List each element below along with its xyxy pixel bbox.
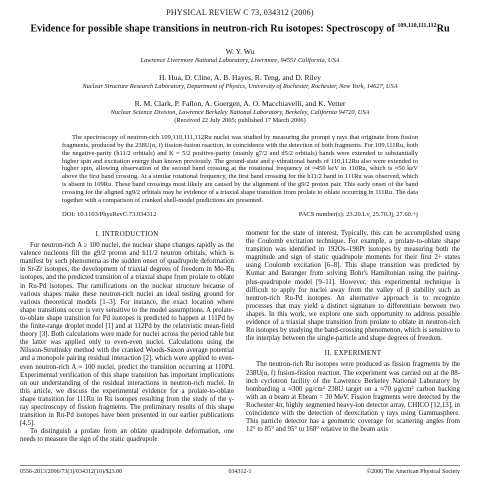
authors-group-1: W. Y. Wu	[225, 47, 255, 56]
abstract: The spectroscopy of neutron-rich 109,110,111,112Ru nuclei was studied by measuring the prompt γ rays that originate from fission fragments, produced by the 238U(α, f) fission-fusion reaction, in coincidence with the detection of both fragments. For 109,111Ru, both the negative-parity (h11/2 orbitals) and K = 5/2 positive-parity (mainly g7/2 and d5/2 orbitals) bands were extended to substantially higher spin and excitation energy than known previously. The ground-state and γ-vibrational bands of 110,112Ru also were extended to higher spin, allowing observation of the second band crossing at the rotational frequency of ≈450 keV in 110Ru, which is ≈50 keV above the first band crossing. At a similar rotational frequency, the first band crossing for the h11/2 band in 111Ru was observed, which is absent in 109Ru. These band crossings most likely are caused by the alignment of the g9/2 proton pair. This early onset of the band crossing for the aligned πg9/2 orbitals may be evidence of a triaxial shape transition from prolate to oblate occurring in 111Ru. The data together with a comparison of cranked shell-model predictions are presented.	[62, 134, 418, 204]
title-text: Evidence for possible shape transitions in neutron-rich Ru isotopes: Spectroscopy of	[30, 23, 398, 35]
doi-link[interactable]: DOI: 10.1103/PhysRevC.73.034312	[62, 211, 157, 218]
intro-paragraph-continued: moment for the state of interest. Typically, this can be accomplished using the Coulomb excitation technique. For example, a prolate-to-oblate shape transition was identified in 192Os–198Pt isotopes by measuring both the magnitude and sign of static quadrupole moments for their first 2+ states using Coulomb excitation [6–8]. This shape transition was predicted by Kumar and Baranger from solving Bohr's Hamiltonian using the pairing-plus-quadrupole model [9–11]. However, this experimental technique is difficult to apply for nuclei away from the valley of β stability such as neutron-rich Ru-Pd isotopes. An alternative approach is to recognize processes that may yield a distinct signature to differentiate between two shapes. In this work, we explore one such opportunity to address possible evidence of a triaxial shape transition from prolate to oblate in neutron-rich Ru isotopes by studying the band-crossing phenomenon, which is sensitive to the interplay between the single-particle and shape degrees of freedom.	[246, 230, 460, 343]
affiliation-2: Nuclear Structure Research Laboratory, Department of Physics, University of Rochester, Rochester, New York, 14627, USA	[82, 83, 398, 90]
right-column	[246, 230, 460, 434]
title-end: Ru	[436, 23, 450, 35]
authors-group-2: H. Hua, D. Cline, A. B. Hayes, R. Teng, and D. Riley	[159, 73, 321, 82]
footer-divider	[20, 465, 460, 466]
affiliation-1: Lawrence Livermore National Laboratory, Livermore, 94551 California, USA	[140, 57, 340, 64]
pacs-numbers: PACS number(s): 23.20.Lv, 25.70.Jj, 27.60.+j	[298, 211, 418, 218]
affiliation-3: Nuclear Science Division, Lawrence Berkeley National Laboratory, Berkeley, California 94720, USA	[110, 109, 370, 116]
intro-paragraph-2: To distinguish a prolate from an oblate quadrupole deformation, one needs to measure the sign of the static quadrupole	[20, 428, 234, 444]
authors-group-3: R. M. Clark, P. Fallon, A. Goergen, A. O. Macchiavelli, and K. Vetter	[134, 99, 346, 108]
section-heading-experiment: II. EXPERIMENT	[324, 349, 382, 358]
intro-paragraph-1: For neutron-rich A ≥ 100 nuclei, the nuclear shape changes rapidly as the valence nucleons fill the g9/2 proton and h11/2 neutron orbitals, which is manifest by such phenomena as the sudden onset of quadrupole deformation in Sr-Zr isotopes, the development of triaxial degrees of freedom in Mo-Ru isotopes, and the predicted transition of a triaxial shape from prolate to oblate in Ru-Pd isotopes. The ramifications on the nuclear structure because of various shapes make these neutron-rich nuclei an ideal testing ground for various theoretical models [1–3]. For instance, the exact location where shape transitions occur is very sensitive to the model assumptions. A prolate-to-oblate shape transition for Pd isotopes is predicted to happen at 111Pd by the finite-range droplet model [1] and at 112Pd by the relativistic mean-field theory [3]. Both calculations were made for nuclei across the period table but the latter was applied only to even-even nuclei. Calculations using the Nilsson-Strutinsky method with the cranked Woods-Saxon average potential and a monopole pairing residual interaction [2], which were applied to even-even neutron-rich A ≈ 100 nuclei, predict the transition occurring at 110Pd. Experimental verification of this shape transition has important implications on our understanding of the residual interactions in neutron-rich nuclei. In this article, we discuss the experimental evidence for a prolate-to-oblate shape transition for 111Ru in Ru isotopes resulting from the study of the γ-ray spectroscopy of fission fragments. The preliminary results of this shape transition in Ru-Pd isotopes have been presented in our earlier publications [4,5].	[20, 242, 234, 428]
footer-page-number: 034312-1	[228, 469, 252, 475]
experiment-paragraph-1: The neutron-rich Ru isotopes were produced as fission fragments by the 238U(α, f) fusion-fission reaction. The experiment was carried out at the 88-inch cyclotron facility of the Lawrence Berkeley National Laboratory by bombarding a ≈300 μg/cm² 238U target on a ≈70 μg/cm² carbon backing with an α beam at Ebeam = 30 MeV. Fission fragments were detected by the Rochester 4π, highly segmented heavy-ion detector array, CHICO [12,13], in coincidence with the detection of deexcitation γ rays using Gammasphere. This particle detector has a geometric coverage for scattering angles from 12° to 85° and 95° to 168° relative to the beam axis	[246, 361, 460, 434]
footer-copyright: ©2006 The American Physical Society	[366, 469, 460, 475]
left-column	[20, 230, 234, 444]
title-superscript: 109,110,111,112	[397, 23, 437, 29]
journal-header: PHYSICAL REVIEW C 73, 034312 (2006)	[166, 8, 314, 17]
paper-title	[20, 20, 460, 35]
footer-issn: 0556-2813/2006/73(3)/034312(10)/$23.00	[20, 469, 123, 475]
section-heading-introduction: I. INTRODUCTION	[95, 230, 159, 238]
received-date: (Received 22 July 2005; published 17 March 2006)	[174, 117, 306, 124]
